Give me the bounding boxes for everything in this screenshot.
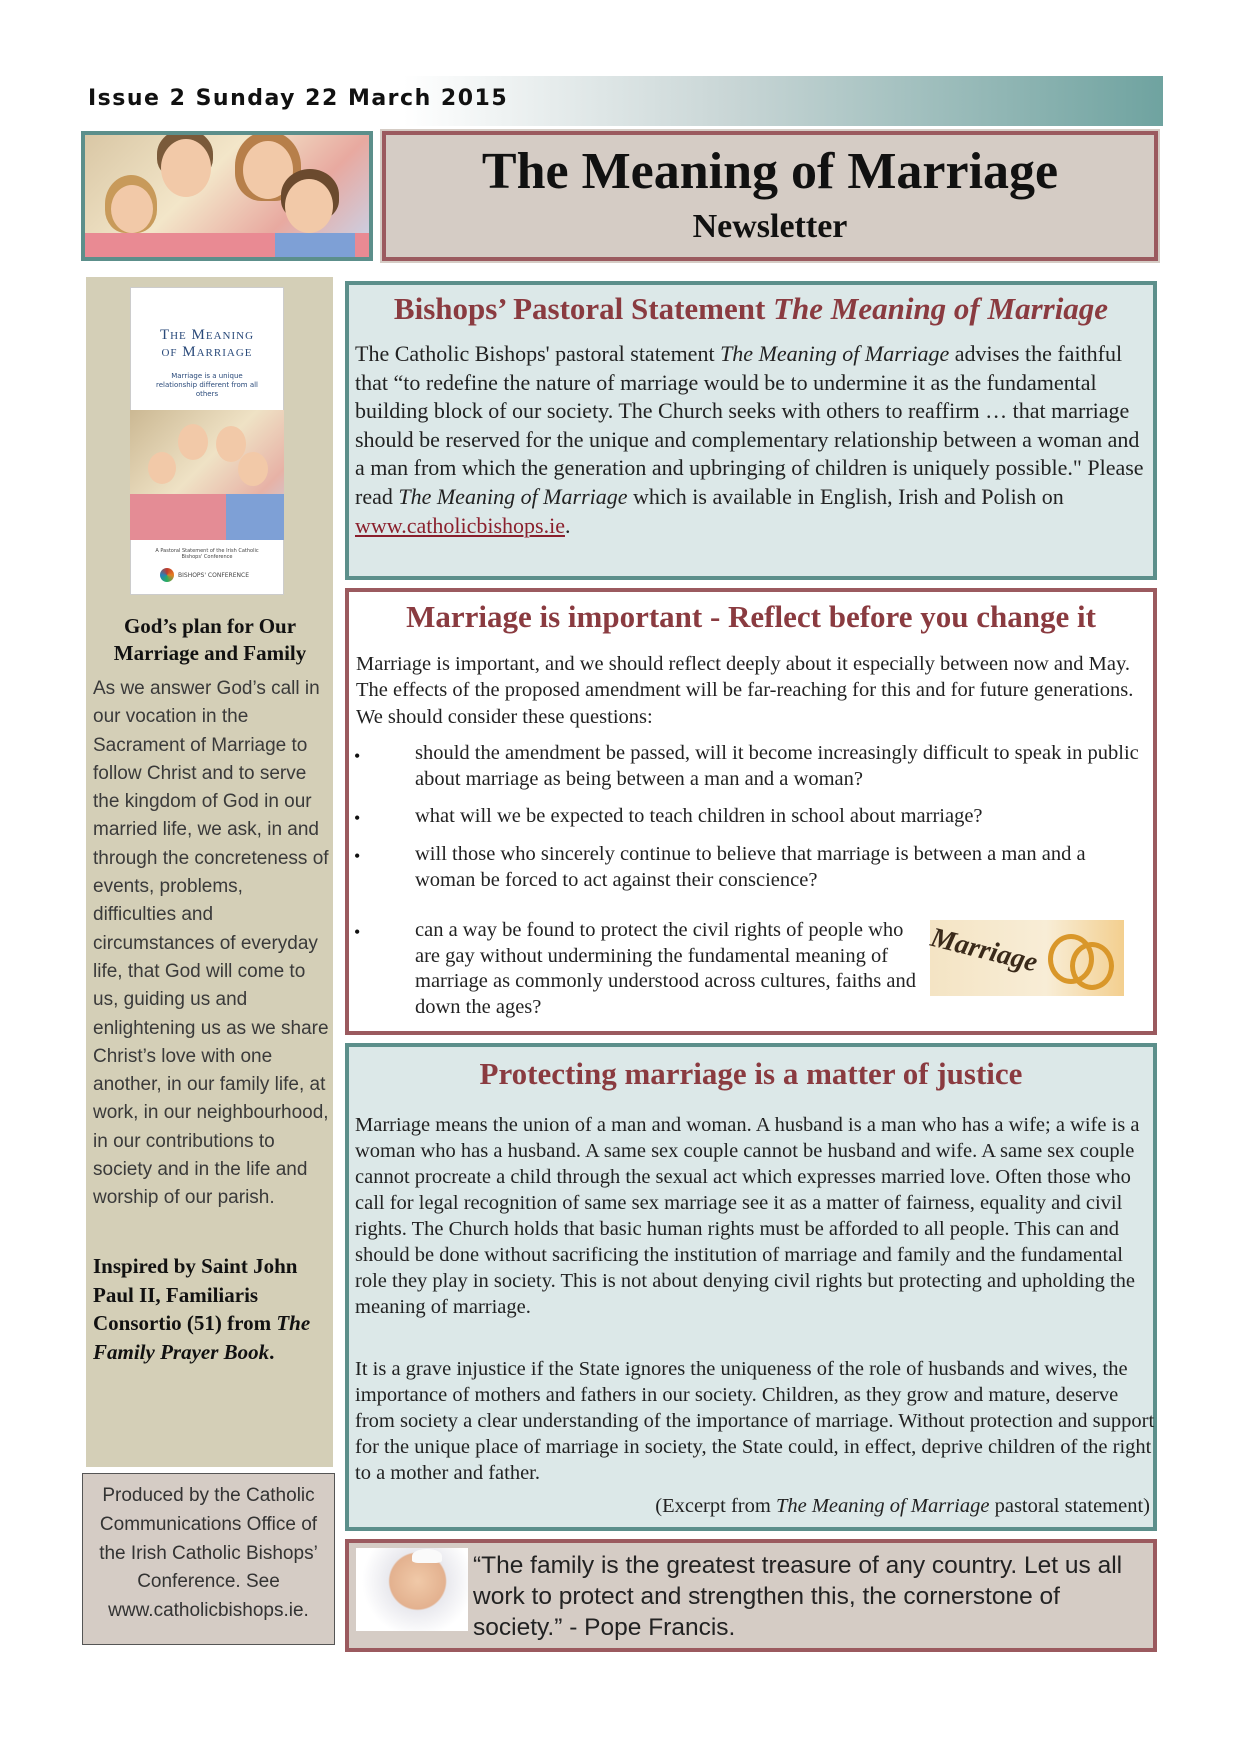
marriage-important-heading: Marriage is important - Reflect before you change it	[406, 599, 1096, 634]
bullet-icon: •	[354, 746, 361, 766]
pope-quote-text: “The family is the greatest treasure of any country. Let us all work to protect and strengthen this, the cornerstone of society.” - Pope Francis.	[473, 1552, 1123, 1641]
page-subtitle: Newsletter	[692, 208, 848, 245]
sidebar-credit: Inspired by Saint John Paul II, Familiaris Consortio (51) from The Family Prayer Book.	[93, 1254, 311, 1364]
pope-cap-shape	[412, 1549, 442, 1563]
list-item: can a way be found to protect the civil rights of people who are gay without undermining the fundamental meaning of marriage as commonly understood across cultures, faiths and down the ages?	[415, 919, 916, 1018]
page-title: The Meaning of Marriage	[481, 143, 1059, 200]
catholicbishops-link[interactable]: www.catholicbishops.ie	[355, 512, 565, 538]
pastoral-statement-heading: Bishops’ Pastoral Statement The Meaning of Marriage	[393, 291, 1109, 326]
marriage-image-word: Marriage	[927, 922, 1041, 979]
booklet-logo-text: BISHOPS' CONFERENCE	[178, 572, 249, 579]
justice-paragraph-2: It is a grave injustice if the State ignores the uniqueness of the role of husbands and wives, the importance of mothers and fathers in our society. Children, as they grow and mature, deserve from society a clear understanding of the importance of marriage. Without protection and support for the unique place of marriage in society, the State could, in effect, deprive children of the right to a mother and father.	[355, 1358, 1155, 1484]
booklet-family-photo	[130, 410, 284, 540]
produced-by-text: Produced by the Catholic Communications Office of the Irish Catholic Bishops’ Conference. See www.catholicbishops.ie.	[99, 1485, 318, 1622]
sidebar-heading: God’s plan for Our Marriage and Family	[113, 614, 307, 665]
list-item: should the amendment be passed, will it become increasingly difficult to speak in public about marriage as being between a man and a woman?	[415, 742, 1139, 790]
issue-date: Issue 2 Sunday 22 March 2015	[88, 86, 509, 111]
justice-heading: Protecting marriage is a matter of justice	[479, 1056, 1023, 1091]
list-item: will those who sincerely continue to believe that marriage is between a man and a woman be forced to act against their conscience?	[415, 843, 1086, 891]
bullet-icon: •	[354, 808, 361, 828]
justice-excerpt-note: (Excerpt from The Meaning of Marriage pastoral statement)	[655, 1495, 1150, 1517]
sidebar-body: As we answer God’s call in our vocation in the Sacrament of Marriage to follow Christ and to serve the kingdom of God in our married life, we ask, in and through the concreteness of events, problems, difficulties and circumstances of everyday life, that God will come to us, guiding us and enlightening us as we share Christ’s love with one another, in our family life, at work, in our neighbourhood, in our contributions to society and in the life and worship of our parish.	[93, 678, 329, 1209]
marriage-important-intro: Marriage is important, and we should reflect deeply about it especially between now and May. The effects of the proposed amendment will be far-reaching for this and for future generations. We should consider these questions:	[356, 653, 1134, 728]
bullet-icon: •	[354, 922, 361, 942]
booklet-tagline: Marriage is a unique relationship different from all others	[155, 372, 259, 398]
bullet-icon: •	[354, 846, 361, 866]
list-item: what will we be expected to teach children in school about marriage?	[415, 805, 983, 827]
family-photo	[81, 131, 373, 261]
booklet-title: The Meaning of Marriage	[159, 327, 255, 360]
bishops-conference-logo-icon	[160, 568, 174, 582]
pastoral-statement-body: The Catholic Bishops' pastoral statement The Meaning of Marriage advises the faithful that “to redefine the nature of marriage would be to undermine it as the fundamental building block of our society. The Church seeks with others to reaffirm … that marriage should be reserved for the unique and complementary relationship between a woman and a man from which the generation and upbringing of children is uniquely possible." Please read The Meaning of Marriage which is available in English, Irish and Polish on www.catholicbishops.ie.	[355, 341, 1144, 538]
booklet-footer: A Pastoral Statement of the Irish Catholic Bishops' Conference	[155, 548, 259, 560]
justice-paragraph-1: Marriage means the union of a man and woman. A husband is a man who has a wife; a wife is a woman who has a husband. A same sex couple cannot be husband and wife. A same sex couple cannot procreate a child through the sexual act which expresses married love. Often those who call for legal recognition of same sex marriage see it as a matter of fairness, equality and civil rights. The Church holds that basic human rights must be afforded to all people. This can and should be done without sacrificing the institution of marriage and family and the fundamental role they play in society. This is not about denying civil rights but protecting and upholding the meaning of marriage.	[355, 1114, 1140, 1318]
